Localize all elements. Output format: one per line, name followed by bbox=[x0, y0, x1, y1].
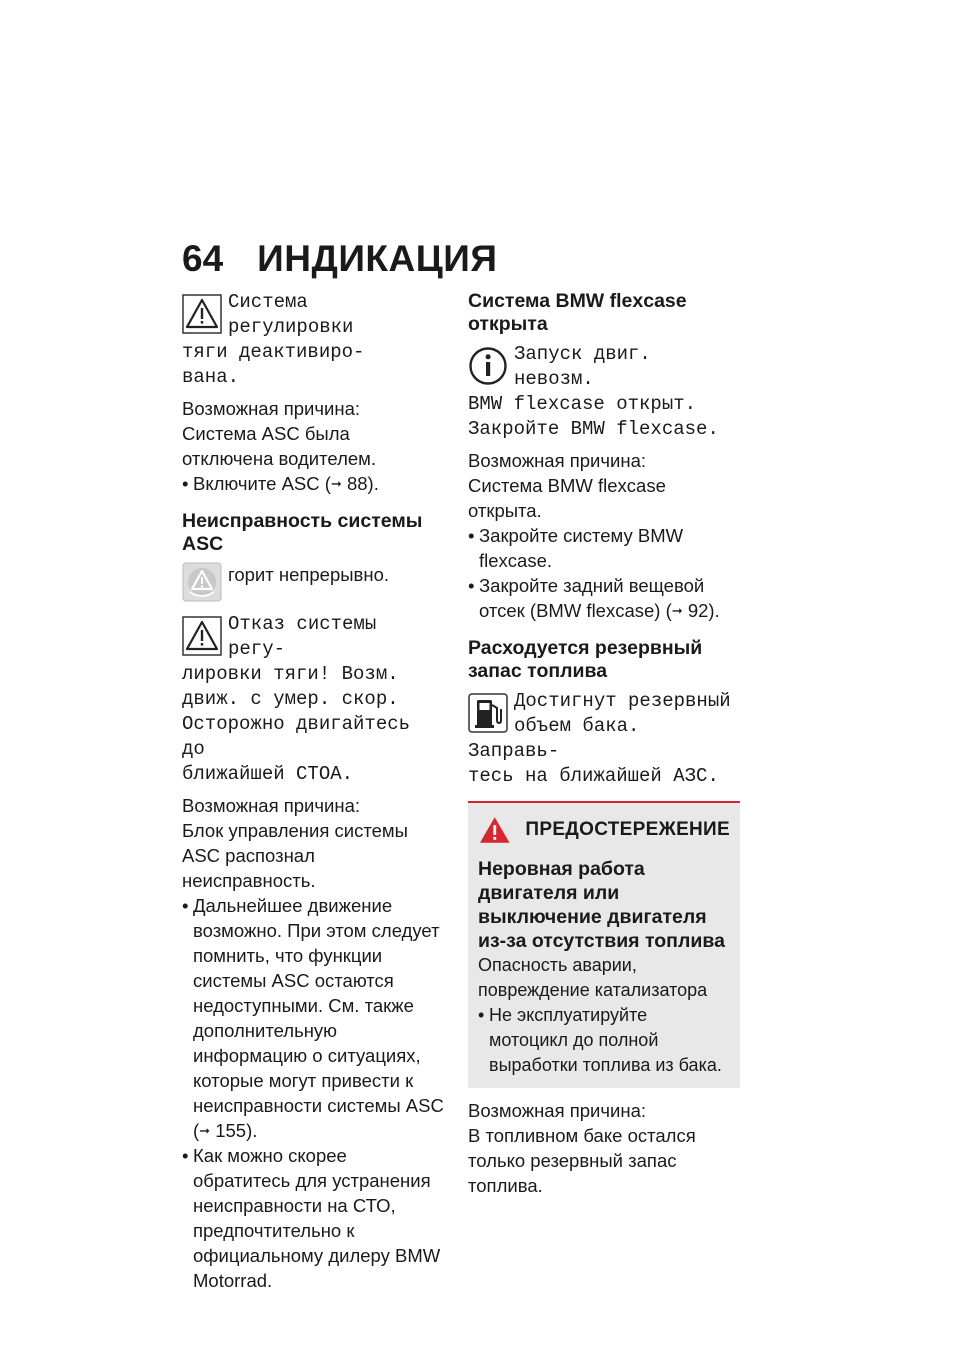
cause-text: Система BMW flexcase открыта. bbox=[468, 475, 666, 521]
possible-cause-label: Возможная причина: bbox=[468, 1100, 646, 1121]
message-line: тяги деактивиро- bbox=[182, 341, 365, 363]
list-item: • Закройте задний вещевой отсек (BMW flexcase) (➞ 92). bbox=[468, 575, 720, 621]
message-line: объем бака. Заправь- bbox=[468, 715, 640, 762]
cause-text: Блок управления системы ASC распознал неисправность. bbox=[182, 820, 408, 891]
flexcase-open-message bbox=[468, 342, 740, 442]
fuel-reserve-message bbox=[468, 689, 740, 789]
list-item: • Не эксплуатируйте мотоцикл до полной выработки топлива из бака. bbox=[478, 1005, 722, 1075]
asc-fault-message bbox=[182, 612, 444, 787]
warning-triangle-icon bbox=[182, 616, 222, 656]
right-column bbox=[468, 290, 740, 1198]
message-line: BMW flexcase открыт. bbox=[468, 393, 697, 415]
section-heading: Неисправность системы ASC bbox=[182, 510, 423, 555]
message-line: Отказ системы регу- bbox=[228, 613, 377, 660]
possible-cause-label: Возможная причина: bbox=[468, 450, 646, 471]
warning-title-row bbox=[478, 815, 730, 845]
asc-lamp-row bbox=[182, 562, 444, 602]
asc-warning-lamp-icon bbox=[182, 562, 222, 602]
list-item: • Включите ASC (➞ 88). bbox=[182, 473, 379, 494]
message-line: лировки тяги! Возм. bbox=[182, 663, 399, 685]
section-heading: Система BMW flexcase открыта bbox=[468, 290, 687, 335]
possible-cause-label: Возможная причина: bbox=[182, 398, 360, 419]
cause-text: В топливном баке остался только резервный запас топлива. bbox=[468, 1125, 696, 1196]
warning-triangle-icon bbox=[182, 294, 222, 334]
message-line: вана. bbox=[182, 366, 240, 388]
asc-deactivated-message bbox=[182, 290, 444, 390]
message-line: Система регулировки bbox=[228, 291, 354, 338]
message-line: движ. с умер. скор. bbox=[182, 688, 399, 710]
info-icon bbox=[468, 346, 508, 386]
message-line: Запуск двиг. невозм. bbox=[514, 343, 651, 390]
list-item: • Как можно скорее обратитесь для устранения неисправности на СТО, предпочтительно к официальному дилеру BMW Motorrad. bbox=[182, 1145, 441, 1291]
page-reference-icon: ➞ bbox=[330, 476, 342, 491]
warning-heading: Неровная работа двигателя или выключение двигателя из-за отсутствия топлива bbox=[478, 858, 725, 952]
page-reference-icon: ➞ bbox=[199, 1123, 211, 1138]
cause-text: Система ASC была отключена водителем. bbox=[182, 423, 377, 469]
possible-cause-label: Возможная причина: bbox=[182, 795, 360, 816]
warning-box bbox=[468, 801, 740, 1088]
warning-text: Опасность аварии, повреждение катализатора bbox=[478, 955, 708, 1000]
message-line: Достигнут резервный bbox=[514, 690, 731, 712]
left-column bbox=[182, 290, 444, 1293]
page-reference-icon: ➞ bbox=[671, 603, 683, 618]
message-line: Закройте BMW flexcase. bbox=[468, 418, 719, 440]
warning-triangle-red-icon bbox=[478, 815, 511, 845]
fuel-pump-icon bbox=[468, 693, 508, 733]
list-item: • Дальнейшее движение возможно. При этом следует помнить, что функции системы ASC остаются недоступными. См. также дополнительную информацию о ситуациях, которые могут привести к неисправности системы ASC (➞ 155). bbox=[182, 895, 444, 1141]
list-item: • Закройте систему BMW flexcase. bbox=[468, 525, 684, 571]
lamp-description: горит непрерывно. bbox=[228, 564, 390, 585]
page-title: ИНДИКАЦИЯ bbox=[257, 238, 498, 279]
page-header bbox=[182, 238, 497, 280]
section-heading: Расходуется резервный запас топлива bbox=[468, 637, 703, 682]
message-line: ближайшей СТОА. bbox=[182, 763, 354, 785]
warning-title: ПРЕДОСТЕРЕЖЕНИЕ bbox=[525, 819, 730, 840]
page-number: 64 bbox=[182, 238, 224, 279]
message-line: тесь на ближайшей АЗС. bbox=[468, 765, 719, 787]
message-line: Осторожно двигайтесь до bbox=[182, 713, 411, 760]
